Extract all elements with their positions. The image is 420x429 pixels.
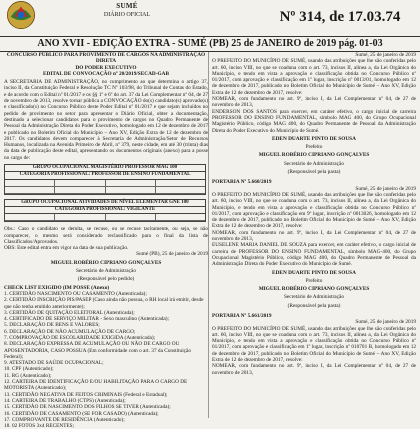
- secretary-role: Secretário de Administração: [283, 160, 344, 167]
- secretary-note: (Responsável pela pasta): [287, 169, 341, 176]
- masthead-subtitle: DIÁRIO OFICIAL: [103, 12, 151, 18]
- notice-heading: CONCURSO PÚBLICO PARA PROVIMENTO DE CARGOS NA ADMINISTRAÇÃO DIRETA: [6, 52, 206, 65]
- checklist-item: 16. CERTIDÃO DE CASAMENTO (SE FOR CASADO) (Autenticada);: [4, 410, 159, 417]
- mayor-role: Prefeito: [305, 144, 323, 151]
- left-column: [4, 52, 208, 429]
- secretary-name: MIGUEL ROBÉRIO CIPRIANO GONÇALVES: [258, 286, 370, 293]
- secretary-name: MIGUEL ROBÉRIO CIPRIANO GONÇALVES: [258, 152, 370, 159]
- checklist-item: 7. COMPROVAÇÃO DE ESCOLARIDADE EXIGIDA (Autenticada);: [4, 334, 156, 341]
- portaria-date: Sumé, 25 de janeiro de 2019: [355, 319, 416, 326]
- masthead-title: SUMÉ: [116, 2, 138, 10]
- secretary-role: Secretário de Administração: [283, 294, 344, 301]
- checklist-item: 11. RG (Autenticado);: [4, 372, 52, 379]
- portaria-title: PORTARIA Nº 5.660/2019: [212, 179, 272, 186]
- secretary-note: (Responsável pela pasta): [287, 302, 341, 309]
- masthead: [0, 0, 420, 50]
- portaria-title: PORTARIA Nº 5.661/2019: [212, 312, 272, 319]
- checklist-item: 18. 02 FOTOS 3x4 RECENTES;: [4, 423, 75, 429]
- portaria-appointment: EUSELENE MARIA DANIEL DE SOUZA para exercer, em caráter efetivo, o cargo inicial de carreira de PROFESSOR DO ENSINO FUNDAMENTAL, símbolo MAG-400, do Grupo Ocupacional Magistério Público, código MAG 400, do Quadro Permanente de Pessoal da Administração Direta do Poder Executivo do Município de Sumé.: [212, 242, 416, 268]
- edition-banner: ANO XVII - EDIÇÃO EXTRA - SUMÉ (PB) 25 de JANEIRO de 2019 pág. 01-03: [0, 36, 420, 52]
- table-title: GRUPO OCUPACIONAL ATIVIDADES DE NÍVEL ELEMENTAR GNE 100: [5, 200, 205, 207]
- checklist-item: 17. COMPROVANTE DE RESIDÊNCIA (Autenticado);: [4, 416, 125, 423]
- checklist-item: 5. DECLARAÇÃO DE BENS E VALORES;: [4, 322, 100, 329]
- municipal-crest-icon: [4, 0, 38, 32]
- checklist-item: 15. CERTIDÃO DE NASCIMENTO DOS FILHOS SE TIVER (Autenticada);: [4, 404, 171, 411]
- portaria-date: Sumé, 25 de janeiro de 2019: [355, 52, 416, 58]
- table-row: [5, 214, 205, 221]
- checklist-item: 14. CARTEIRA DE TRABALHO (CTPS) (Autenticada);: [4, 397, 126, 404]
- checklist-item: 13. CERTIDÃO NEGATIVA DE FEITOS CRIMINAIS (Federal e Estadual);: [4, 391, 168, 398]
- checklist-item: 9. ATESTADO DE SAÚDE OCUPACIONAL;: [4, 360, 104, 367]
- convocation-table-2: [4, 199, 206, 223]
- checklist-item: 1. CERTIDÃO NASCIMENTO OU CASAMENTO (Autenticada);: [4, 290, 147, 297]
- signer-role: Secretário de Administração: [75, 268, 136, 275]
- edital-title: EDITAL DE CONVOCAÇÃO nº 20/2019/SECAD-GAB: [42, 70, 170, 77]
- checklist-title: CHECK LIST EXIGIDO (IM POSSE (Anexo): [4, 284, 110, 291]
- notice-observation: Obs.: Caso o candidato se demita, se recuse, ou se recuse tacitamente, ou seja, se não comparecer, o mesmo será considerado reclassificado para o final da lista de Classificados/Aprovados.: [4, 226, 208, 245]
- portaria-resolution: NOMEAR, com fundamento no art. 9º, inciso I, da Lei Complementar nº 04, de 27 de novembro de 2013,: [212, 363, 416, 376]
- signer-note: (Responsável pelo pedido): [77, 276, 135, 283]
- checklist-item: 10. CPF (Autenticado);: [4, 366, 54, 373]
- checklist-item: 2. CERTIDÃO INSCRIÇÃO PIS/PASEP (Caso ainda não possua, o RH local irá emitir, desde que não tenha emitido anteriormente);: [4, 297, 204, 310]
- right-column: [212, 52, 416, 418]
- mayor-name: EDEN DUARTE PINTO DE SOUSA: [272, 135, 356, 142]
- notice-body: A SECRETARIA DE ADMINISTRAÇÃO, no cumprimento ao que determina o artigo 37, inciso II, da Constituição Federal e Resolução TC Nº 103/98, do Tribunal de Contas do Estado, e de acordo com o Edital nº 01/2017 e os §§ 1º e 6º do art. 37 da Lei Complementar nº 04, de 27 de novembro de 2013, resolve tornar pública a CONVOCAÇÃO do(s) candidato(s) aprovado(s) e classificado(s) no Concurso Público deste Poder Edital nº 01/2017 e que sejam incluídos no pedido de provimento no setor para apresentar o Diário Oficial, obter a documentação, destinado a selecionar candidatos para o provimento de cargos no Quadro Permanente de Pessoal da Administração Direta do Poder Executivo, homologado em 12 de dezembro de 2017 e publicado no Boletim Oficial do Município – Ano XV, Edição Extra de 12 de dezembro de 2017. Os candidatos devem comparecer à Secretaria de Administração/Setor de Recursos Humanos, localizada na Avenida Primeiro de Abril, nº 379, neste cidade, em até 30 (trinta) dias da data de publicação deste edital, apresentando os documentos originais (anexo) para a posse no cargo de:: [4, 79, 208, 161]
- checklist-item: 8. DECLARAÇÃO EXPRESSA DE ACUMULAÇÃO OU NÃO DE CARGO OU APOSENTADORIA, CASO POSSUA (Em conformidade com o art. 37 da Constituição Federal);: [4, 341, 192, 360]
- portaria-body: O PREFEITO DO MUNICÍPIO DE SUMÉ, usando das atribuições que lhe são conferidas pelo art. 60, inciso VIII, no que se coaduna com o art. 73, incisos II, alínea a, da Lei Orgânica do Município, e tendo em vista a aprovação e classificação obtida no Concurso Público nº 01/2017, com aprovação e classificação em 1º lugar, inscrição nº 010701 B, homologado em 12 de dezembro de 2017, publicado no Boletim Oficial do Município de Sumé – Ano XV, Edição Extra de 12 de dezembro de 2017, resolve:: [212, 325, 416, 364]
- checklist-item: 4. CERTIFICADO DE SERVIÇO MILITAR - Sexo masculino (Autenticada);: [4, 316, 169, 323]
- convocation-table-1: [4, 164, 206, 195]
- mayor-role: Prefeito: [305, 277, 323, 284]
- table-row: [5, 180, 205, 187]
- notice-heading-2: DO PODER EXECUTIVO: [75, 64, 137, 71]
- column-divider: [208, 52, 209, 418]
- table-row: [5, 187, 205, 194]
- checklist-item: 6. DECLARAÇÃO DE NÃO ACUMULAÇÃO DE CARGO;: [4, 328, 136, 335]
- portaria-appointment: ENDERSON DOS SANTOS para exercer, em caráter efetivo, o cargo inicial de carreira PROFESSOR DO ENSINO FUNDAMENTAL, símbolo MAG 400, do Grupo Ocupacional Magistério Público, código MAG 400, do Quadro Permanente de Pessoal da Administração Direta do Poder Executivo do Município de Sumé.: [212, 108, 416, 134]
- table-subtitle: CATEGORIA PROFISSIONAL: PROFESSOR DE ENSINO FUNDAMENTAL: [5, 172, 205, 179]
- portaria-resolution: NOMEAR, com fundamento no art. 9º, inciso I, da Lei Complementar nº 04, de 27 de novembro de 2013,: [212, 229, 416, 243]
- table-subtitle: CATEGORIA PROFISSIONAL: VIGILANTE: [5, 207, 205, 214]
- document-checklist: [4, 291, 208, 429]
- notice-date: Sumé (PB), 25 de janeiro de 2019: [136, 251, 208, 258]
- notice-effective: OBS: Este edital entra em vigor na data de sua publicação.: [4, 245, 129, 252]
- portaria-body: O PREFEITO DO MUNICÍPIO DE SUMÉ, usando das atribuições que lhe são conferidas pelo art. 60, inciso VIII, no que se coaduna com o art. 73, incisos II, alínea a, da Lei Orgânica do Município, e tendo em vista a aprovação e classificação obtida no Concurso Público nº 01/2017, com aprovação e classificação em 1º lugar, inscrição nº 0013/01, homologado em 12 de dezembro de 2017, publicado no Boletim Oficial do Município de Sumé – Ano XV, Edição Extra de 12 de dezembro de 2017, resolve:: [212, 58, 416, 96]
- checklist-item: 12. CARTEIRA DE IDENTIFICAÇÃO E/OU HABILITAÇÃO PARA O CARGO DE MOTORISTA (Autenticado);: [4, 379, 188, 392]
- checklist-item: 3. CERTIDÃO DE QUITAÇÃO ELEITORAL (Autenticada);: [4, 309, 135, 316]
- mayor-name: EDEN DUARTE PINTO DE SOUSA: [272, 269, 356, 276]
- portaria-body: O PREFEITO DO MUNICÍPIO DE SUMÉ, usando das atribuições que lhe são conferidas pelo art. 60, inciso VIII, no que se coaduna com o art. 73, incisos II, alínea a, da Lei Orgânica do Município, e tendo em vista a aprovação e classificação obtida no Concurso Público nº 01/2017, com aprovação e classificação em 9º lugar, inscrição nº 0013026, homologado em 12 de dezembro de 2017, publicado no Boletim Oficial do Município de Sumé – Ano XV, Edição Extra de 12 de dezembro de 2017, resolve:: [212, 191, 416, 230]
- portaria-resolution: NOMEAR, com fundamento no art. 9º, inciso I, da Lei Complementar nº 04, de 27 de novembro de 2013,: [212, 96, 416, 109]
- table-title: GRUPO OCUPACIONAL MAGISTÉRIO PROFESSOR MAG 100: [5, 165, 205, 172]
- issue-number: Nº 314, de 17.03.74: [279, 9, 401, 25]
- signer-name: MIGUEL ROBÉRIO CIPRIANO GONÇALVES: [50, 259, 162, 266]
- portaria-date: Sumé, 25 de janeiro de 2019: [355, 185, 416, 192]
